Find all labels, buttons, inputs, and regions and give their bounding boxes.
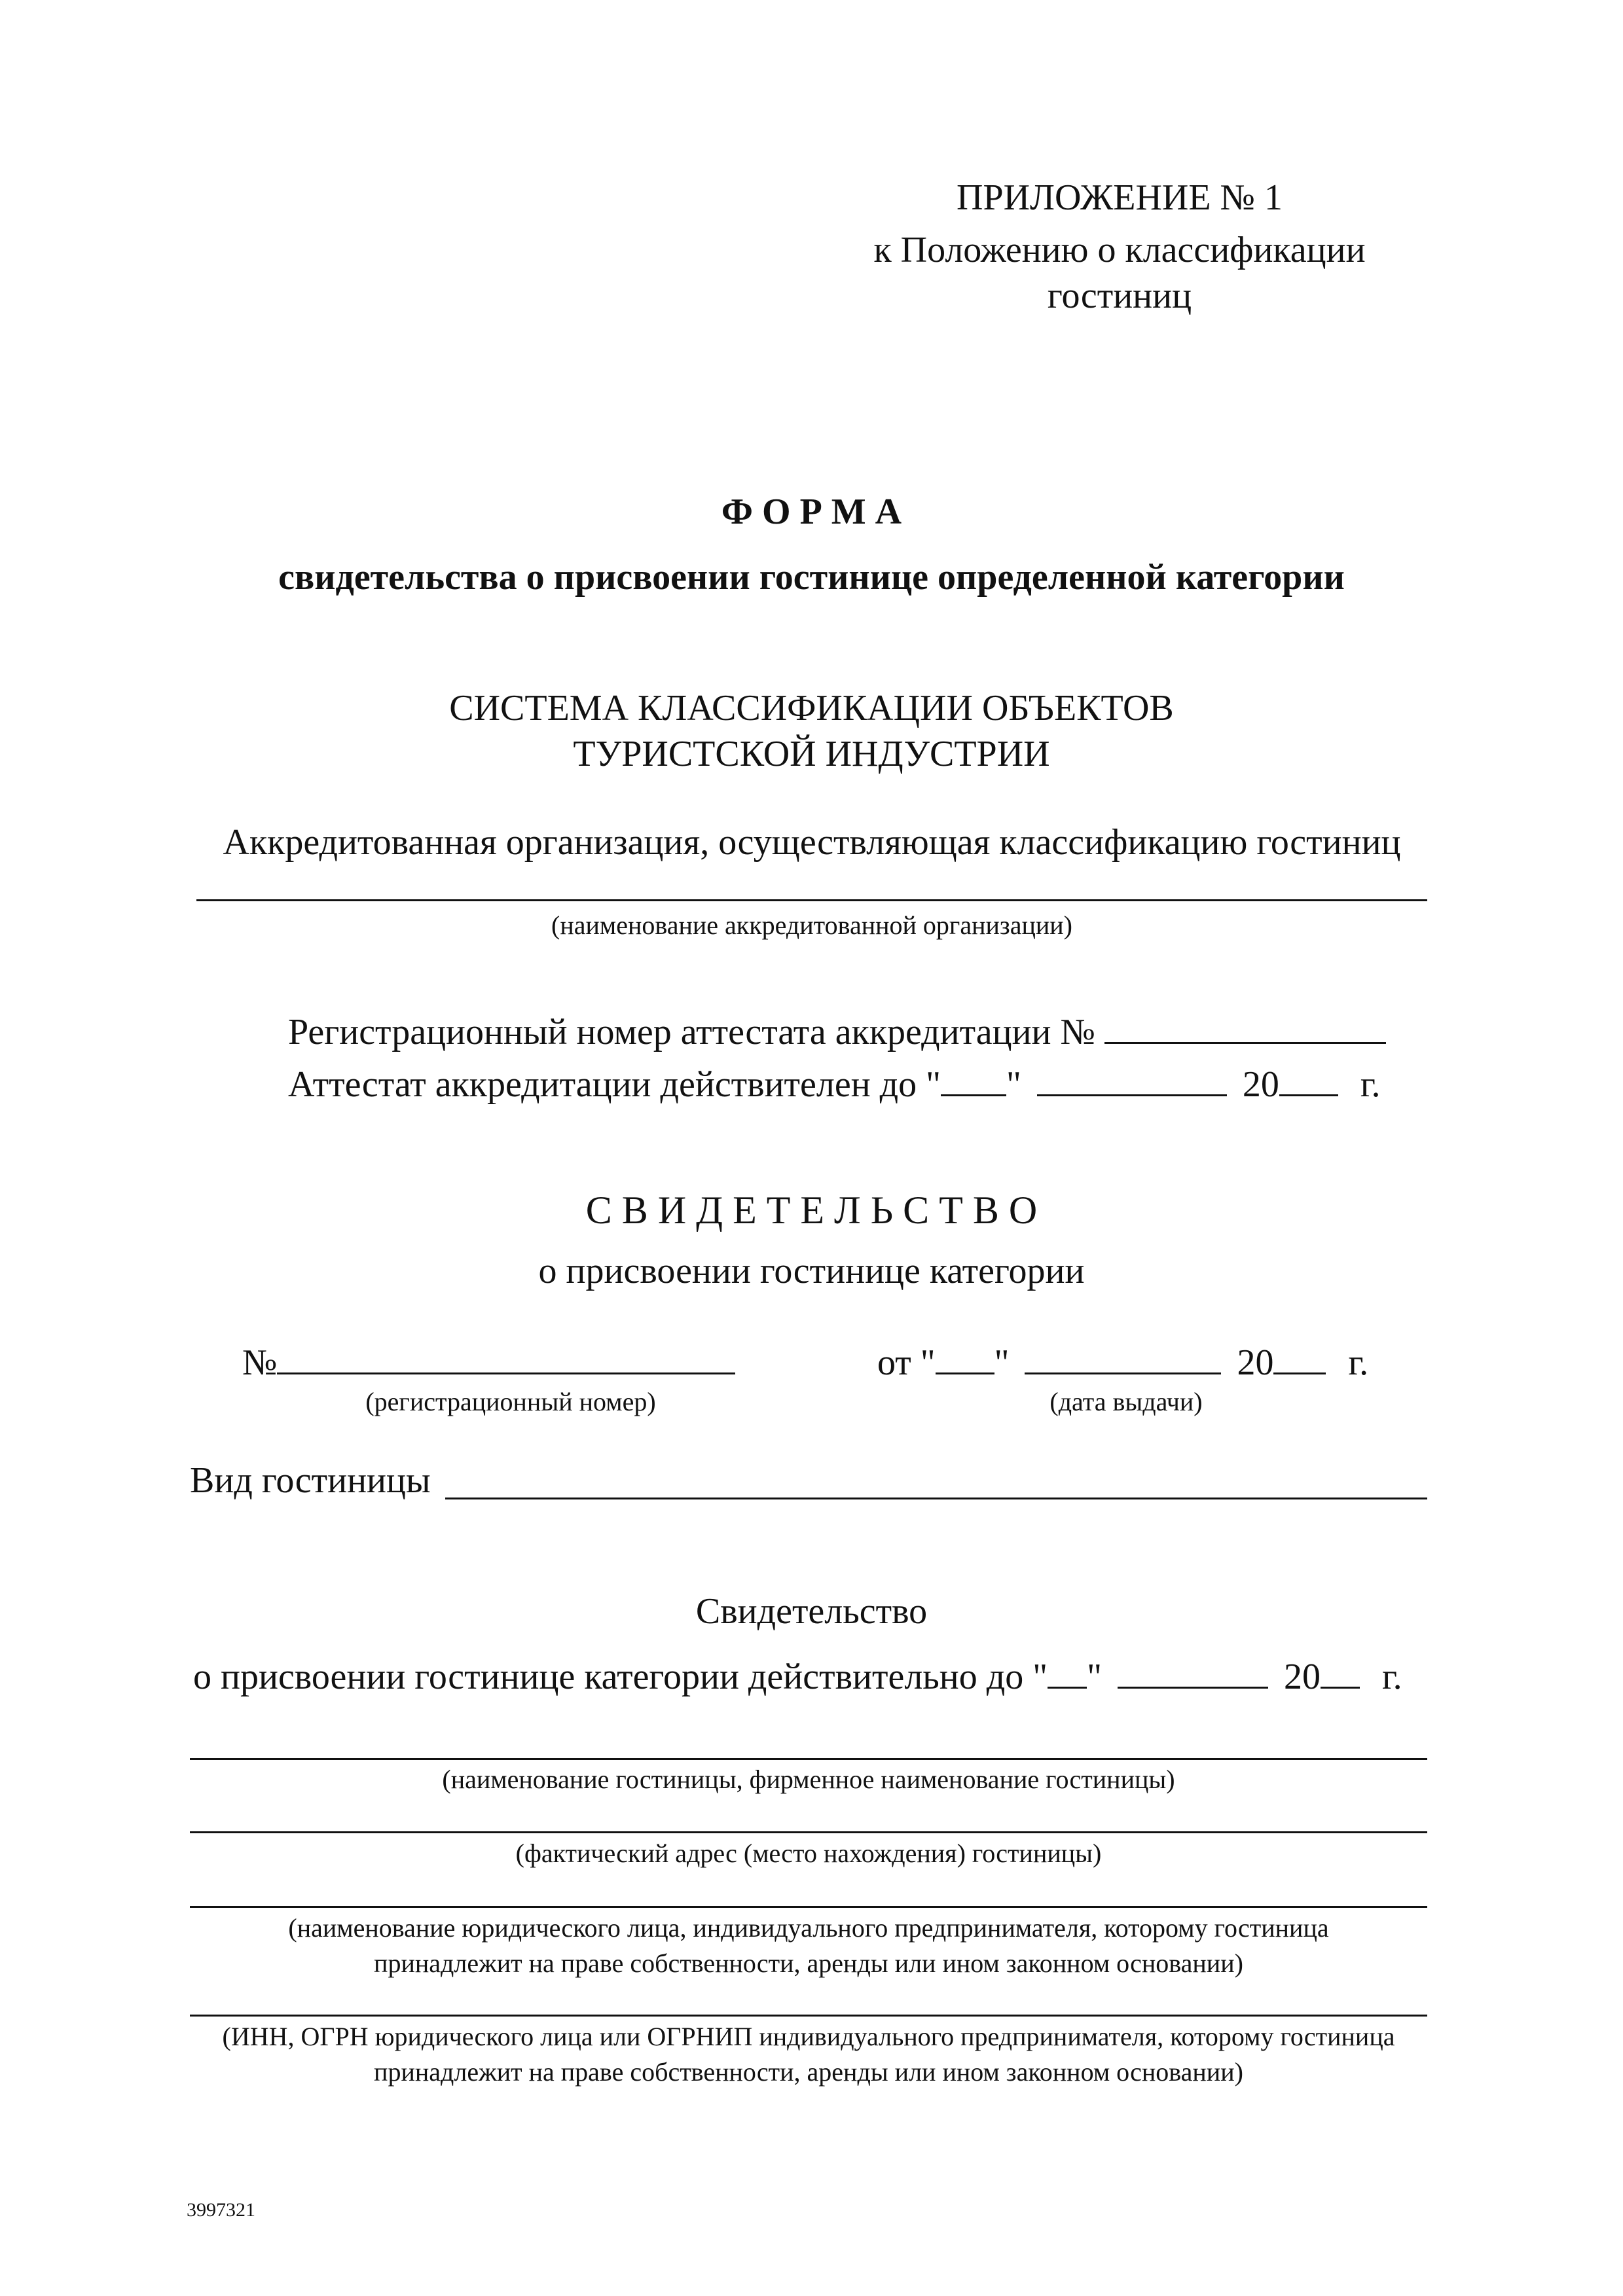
address-caption: (фактический адрес (место нахождения) гостиницы) [515, 1839, 1102, 1868]
owner-caption-line2: принадлежит на праве собственности, аренды или ином законном основании) [374, 1948, 1243, 1978]
hotel-type-field[interactable] [445, 1498, 1427, 1499]
inn-line[interactable] [190, 2015, 1427, 2017]
accreditation-valid-month-field[interactable] [1037, 1066, 1227, 1096]
validity-day-field[interactable] [1048, 1658, 1087, 1689]
certificate-date-row [877, 1342, 1368, 1384]
validity-year-prefix: 20 [1283, 1657, 1321, 1697]
validity-suffix: г. [1381, 1657, 1402, 1697]
certificate-number-field[interactable] [277, 1344, 735, 1374]
document-code: 3997321 [187, 2199, 255, 2221]
certificate-number-caption: (регистрационный номер) [365, 1387, 656, 1416]
certificate-date-quote: " [994, 1342, 1010, 1383]
inn-caption-line1: (ИНН, ОГРН юридического лица или ОГРНИП индивидуального предпринимателя, которому гостиница [222, 2022, 1395, 2051]
certificate-date-caption: (дата выдачи) [1049, 1387, 1203, 1416]
form-subtitle: свидетельства о присвоении гостинице определенной категории [278, 557, 1345, 598]
hotel-name-line[interactable] [190, 1758, 1427, 1760]
appendix-title: ПРИЛОЖЕНИЕ № 1 [957, 177, 1283, 218]
accreditation-valid-quote: " [1006, 1064, 1021, 1105]
validity-quote: " [1087, 1657, 1102, 1697]
certificate-date-day-field[interactable] [936, 1344, 994, 1374]
certificate-number-sign: № [242, 1342, 278, 1383]
appendix-reference-cont: гостиниц [1047, 276, 1192, 316]
certificate-number-row [242, 1342, 735, 1384]
certificate-date-suffix: г. [1348, 1342, 1369, 1383]
accreditation-reg-number-field[interactable] [1104, 1013, 1386, 1044]
inn-caption-line2: принадлежит на праве собственности, аренды или ином законном основании) [374, 2057, 1243, 2087]
validity-prefix: о присвоении гостинице категории действительно до " [193, 1657, 1048, 1697]
accreditation-valid-year-field[interactable] [1279, 1066, 1338, 1096]
hotel-type-label: Вид гостиницы [190, 1460, 431, 1501]
certificate-date-year-prefix: 20 [1237, 1342, 1274, 1383]
system-title-line1: СИСТЕМА КЛАССИФИКАЦИИ ОБЪЕКТОВ [449, 688, 1174, 728]
system-title-line2: ТУРИСТСКОЙ ИНДУСТРИИ [573, 734, 1050, 774]
org-name-line [196, 899, 1427, 901]
validity-row [193, 1656, 1402, 1698]
certificate-title: С В И Д Е Т Е Л Ь С Т В О [585, 1189, 1038, 1232]
accreditation-valid-row [288, 1064, 1381, 1105]
hotel-name-caption: (наименование гостиницы, фирменное наименование гостиницы) [442, 1765, 1175, 1794]
validity-title: Свидетельство [695, 1591, 928, 1632]
certificate-date-year-field[interactable] [1273, 1344, 1326, 1374]
accreditation-reg-label: Регистрационный номер аттестата аккредитации № [288, 1012, 1095, 1052]
form-title: Ф О Р М А [721, 492, 902, 532]
accreditation-valid-prefix: Аттестат аккредитации действителен до " [288, 1064, 941, 1105]
owner-caption-line1: (наименование юридического лица, индивидуального предпринимателя, которому гостиница [288, 1913, 1329, 1943]
validity-month-field[interactable] [1118, 1658, 1268, 1689]
validity-year-field[interactable] [1321, 1658, 1360, 1689]
accreditation-valid-day-field[interactable] [941, 1066, 1006, 1096]
accreditation-valid-year-prefix: 20 [1242, 1064, 1279, 1105]
accreditation-valid-suffix: г. [1360, 1064, 1381, 1105]
address-line[interactable] [190, 1831, 1427, 1833]
owner-line[interactable] [190, 1906, 1427, 1908]
certificate-date-month-field[interactable] [1025, 1344, 1221, 1374]
org-name-caption: (наименование аккредитованной организации) [551, 910, 1072, 940]
accreditation-reg-row [288, 1011, 1386, 1053]
appendix-reference: к Положению о классификации [873, 230, 1366, 270]
org-label: Аккредитованная организация, осуществляющая классификацию гостиниц [223, 822, 1401, 863]
certificate-subtitle: о присвоении гостинице категории [538, 1251, 1085, 1291]
certificate-date-prefix: от " [877, 1342, 936, 1383]
